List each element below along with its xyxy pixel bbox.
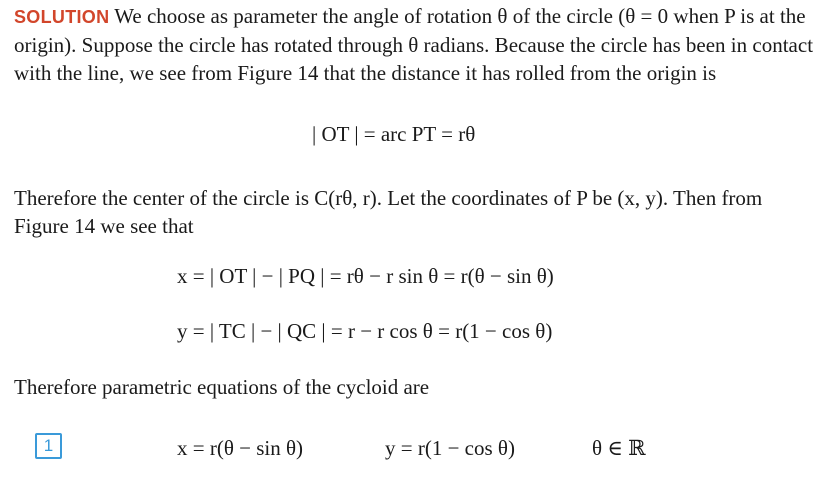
solution-label: SOLUTION [14, 7, 110, 27]
parametric-x-equation: x = r(θ − sin θ) [177, 436, 304, 460]
parametric-y-equation: y = r(1 − cos θ) [385, 436, 515, 460]
x-equation: x = | OT | − | PQ | = rθ − r sin θ = r(θ − sin θ) [177, 264, 554, 288]
equation-number-badge: 1 [35, 433, 62, 459]
center-paragraph: Therefore the center of the circle is C(rθ, r). Let the coordinates of P be (x, y). Then from Figure 14 we see that [14, 186, 763, 238]
parameter-domain: θ ∈ ℝ [592, 436, 646, 460]
arc-length-equation: | OT | = arc PT = rθ [312, 122, 476, 146]
solution-text: We choose as parameter the angle of rotation θ of the circle (θ = 0 when P is at the origin). Suppose the circle has rotated through θ radians. Because the circle has been in contact with the line, we see from Figure 14 that the distance it has rolled from the origin is [14, 4, 814, 85]
cycloid-paragraph: Therefore parametric equations of the cycloid are [14, 375, 430, 399]
y-equation: y = | TC | − | QC | = r − r cos θ = r(1 − cos θ) [177, 319, 553, 343]
solution-paragraph [14, 2, 814, 87]
